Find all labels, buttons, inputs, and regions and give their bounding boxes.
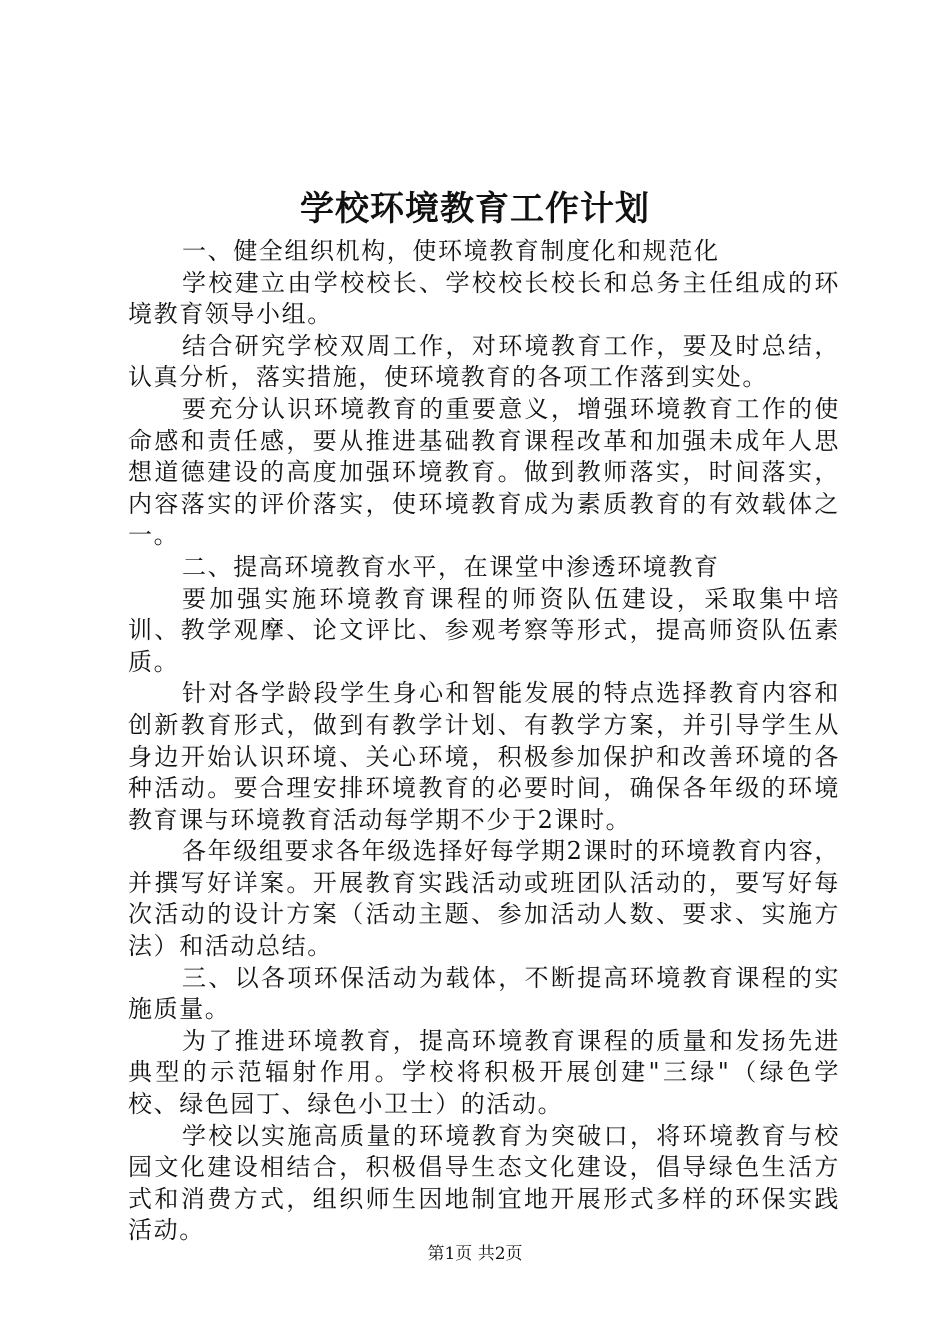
body-paragraph: 针对各学龄段学生身心和智能发展的特点选择教育内容和创新教育形式，做到有教学计划、有教学方案，并引导学生从身边开始认识环境、关心环境，积极参加保护和改善环境的各种活动。要合理安排环境教育的必要时间，确保各年级的环境教育课与环境教育活动每学期不少于2课时。 xyxy=(128,679,840,834)
body-paragraph: 学校以实施高质量的环境教育为突破口，将环境教育与校园文化建设相结合，积极倡导生态文化建设，倡导绿色生活方式和消费方式，组织师生因地制宜地开展形式多样的环保实践活动。 xyxy=(128,1121,840,1245)
body-paragraph: 要充分认识环境教育的重要意义，增强环境教育工作的使命感和责任感，要从推进基础教育课程改革和加强未成年人思想道德建设的高度加强环境教育。做到教师落实，时间落实，内容落实的评价落实，使环境教育成为素质教育的有效载体之一。 xyxy=(128,394,840,550)
document-body xyxy=(128,236,840,1247)
section-heading: 二、提高环境教育水平，在课堂中渗透环境教育 xyxy=(182,552,720,581)
section-heading: 一、健全组织机构，使环境教育制度化和规范化 xyxy=(182,237,720,265)
document-title: 学校环境教育工作计划 xyxy=(300,189,650,229)
body-paragraph: 为了推进环境教育，提高环境教育课程的质量和发扬先进典型的示范辐射作用。学校将积极开展创建"三绿"（绿色学校、绿色园丁、绿色小卫士）的活动。 xyxy=(128,1026,840,1119)
section-heading: 三、以各项环保活动为载体，不断提高环境教育课程的实施质量。 xyxy=(128,963,840,1024)
body-paragraph: 要加强实施环境教育课程的师资队伍建设，采取集中培训、教学观摩、论文评比、参观考察等形式，提高师资队伍素质。 xyxy=(128,584,840,676)
body-paragraph: 各年级组要求各年级选择好每学期2课时的环境教育内容，并撰写好详案。开展教育实践活动或班团队活动的，要写好每次活动的设计方案（活动主题、参加活动人数、要求、实施方法）和活动总结。 xyxy=(128,837,840,961)
body-paragraph: 结合研究学校双周工作，对环境教育工作，要及时总结，认真分析，落实措施，使环境教育的各项工作落到实处。 xyxy=(128,331,840,392)
body-paragraph: 学校建立由学校校长、学校校长校长和总务主任组成的环境教育领导小组。 xyxy=(128,268,840,329)
page-number: 第1页 共2页 xyxy=(427,1244,523,1264)
